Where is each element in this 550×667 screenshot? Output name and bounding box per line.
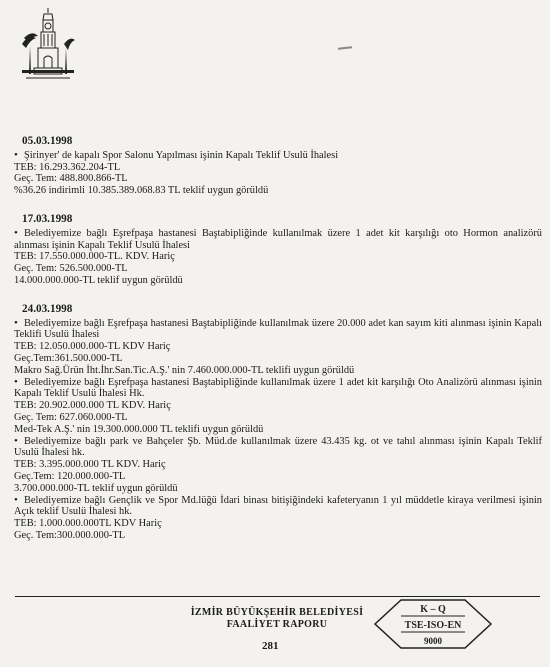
certification-badge	[373, 598, 493, 650]
tender-detail: TEB: 16.293.362.204-TL	[14, 161, 121, 173]
footer-org	[182, 607, 372, 631]
tender-detail: Geç. Tem:300.000.000-TL	[14, 529, 126, 541]
bullet-dot: •	[14, 316, 18, 329]
bullet-dot: •	[14, 493, 18, 506]
tender-item: • Belediyemize bağlı Eşrefpaşa hastanesi Baştabipliğinde kullanılmak üzere 1 adet kit karşılığı Oto Analizörü alınması işinin Kapalı Teklif Usulü İhalesi Hk.	[14, 375, 542, 400]
tender-detail: TEB: 12.050.000.000-TL KDV Hariç	[14, 341, 171, 353]
bullet-dot: •	[14, 434, 18, 447]
cert-bottom-text: 9000	[424, 636, 442, 646]
tender-section	[14, 214, 542, 287]
tender-item: • Belediyemize bağlı Eşrefpaşa hastanesi Baştabipliğinde kullanılmak üzere 1 adet kit karşılığı oto Hormon analizörü alınması işinin Kapalı Teklif Usulü İhalesi	[14, 226, 542, 251]
tender-section	[14, 136, 542, 197]
bullet-dot: •	[14, 226, 18, 239]
tender-detail: Makro Sağ.Ürün İht.İhr.San.Tic.A.Ş.' nin 7.460.000.000-TL teklifi uygun görüldü	[14, 364, 355, 376]
cert-top-text: K – Q	[420, 604, 446, 615]
tender-item: • Şirinyer' de kapalı Spor Salonu Yapılması işinin Kapalı Teklif Usulü İhalesi	[14, 148, 339, 161]
tender-item: • Belediyemize bağlı Gençlik ve Spor Md.lüğü İdari binası bitişiğindeki kafeteryanın 1 yıl müddetle kiraya verilmesi işinin Açık teklif Usulü İhalesi hk.	[14, 493, 542, 518]
tender-item: • Belediyemize bağlı park ve Bahçeler Şb. Müd.de kullanılmak üzere 43.435 kg. ot ve tahıl alınması işinin Kapalı Teklif Usulü İhalesi hk.	[14, 434, 542, 459]
cert-mid-text: TSE-ISO-EN	[404, 620, 462, 631]
footer-report-title: FAALİYET RAPORU	[226, 619, 328, 630]
tender-detail: TEB: 1.000.000.000TL KDV Hariç	[14, 518, 162, 530]
clock-tower-icon	[20, 4, 76, 82]
tender-detail: TEB: 17.550.000.000-TL. KDV. Hariç	[14, 251, 175, 263]
bullet-dot: •	[14, 375, 18, 388]
tender-detail: Geç. Tem: 627.060.000-TL	[14, 411, 128, 423]
page-number: 281	[262, 640, 279, 652]
tender-detail: Med-Tek A.Ş.' nin 19.300.000.000 TL teklifi uygun görüldü	[14, 423, 264, 435]
footer-rule	[15, 596, 540, 597]
tender-detail: Geç.Tem: 120.000.000-TL	[14, 470, 126, 482]
section-date: 17.03.1998	[22, 212, 73, 225]
tender-detail: Geç. Tem: 526.500.000-TL	[14, 263, 128, 275]
tender-detail: TEB: 3.395.000.000 TL KDV. Hariç	[14, 459, 166, 471]
bullet-dot: •	[14, 148, 18, 161]
tender-detail: 14.000.000.000-TL teklif uygun görüldü	[14, 274, 183, 286]
section-date: 24.03.1998	[22, 302, 73, 315]
footer-org-name: İZMİR BÜYÜKŞEHİR BELEDİYESİ	[190, 607, 364, 618]
tender-item: • Belediyemize bağlı Eşrefpaşa hastanesi Baştabipliğinde kullanılmak üzere 20.000 adet kan sayım kiti alınması işinin Kapalı Teklifi Usulü İhalesi	[14, 316, 542, 341]
tender-detail: 3.700.000.000-TL teklif uygun görüldü	[14, 482, 178, 494]
scan-speck	[338, 46, 352, 49]
tender-detail: TEB: 20.902.000.000 TL KDV. Hariç	[14, 400, 171, 412]
tender-detail: Geç. Tem: 488.800.866-TL	[14, 173, 128, 185]
section-date: 05.03.1998	[22, 135, 73, 147]
tender-detail: Geç.Tem:361.500.000-TL	[14, 352, 123, 364]
tender-section	[14, 304, 542, 542]
tender-detail: %36.26 indirimli 10.385.389.068.83 TL teklif uygun görüldü	[14, 185, 269, 197]
report-body	[14, 136, 542, 559]
